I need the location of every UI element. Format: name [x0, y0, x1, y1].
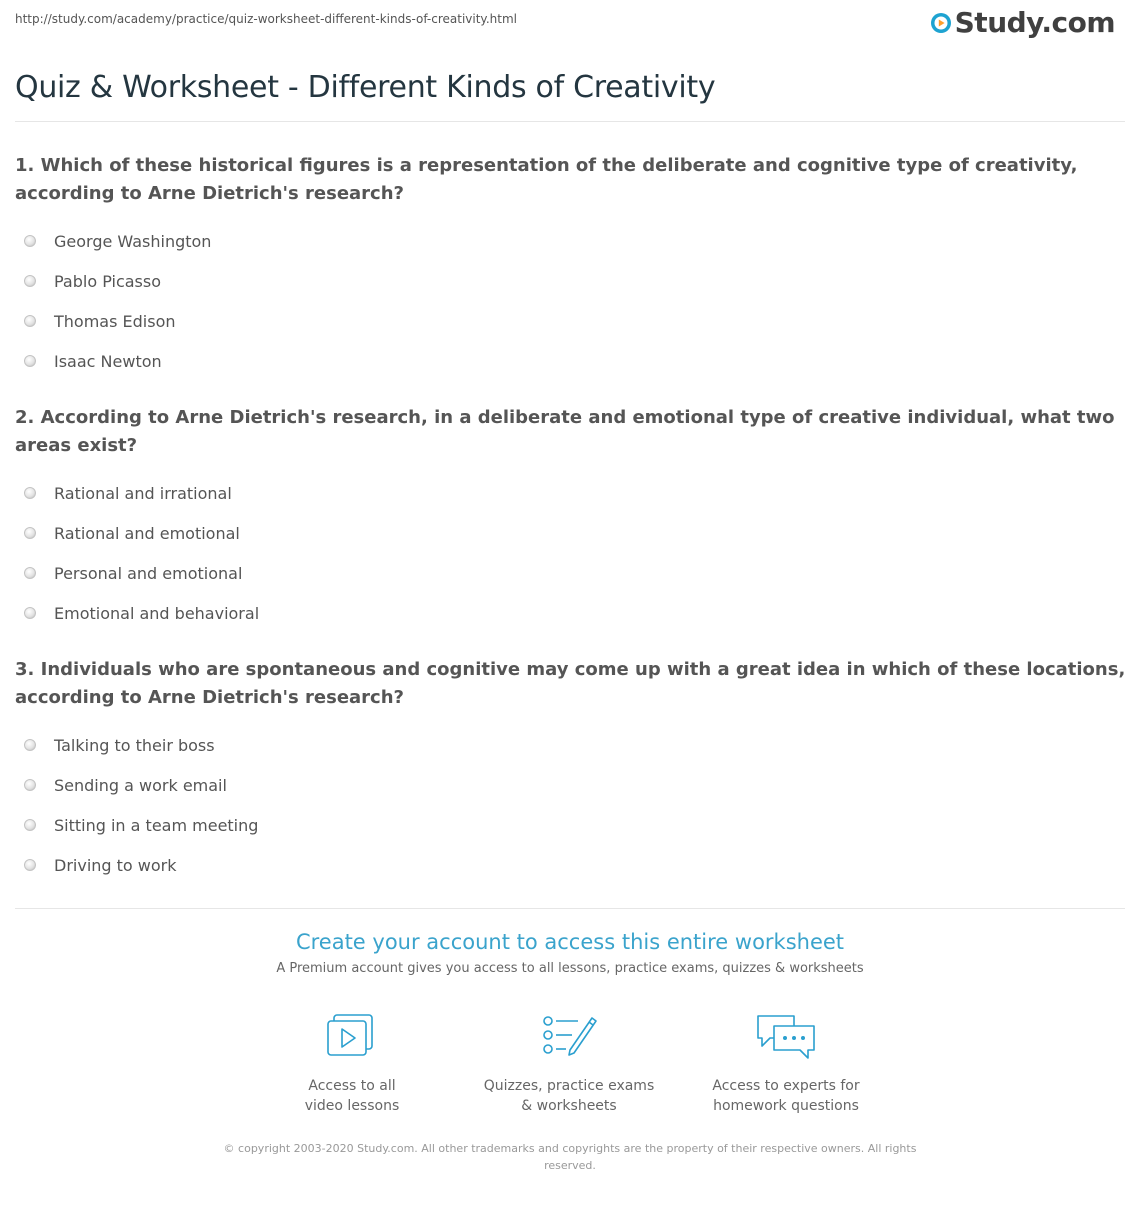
radio-button[interactable]: [24, 819, 36, 831]
feature-label: Access to experts for homework questions: [712, 1078, 860, 1114]
answer-options: [15, 725, 1130, 885]
divider: [15, 121, 1125, 122]
chat-bubbles-icon: [754, 1012, 818, 1062]
radio-button[interactable]: [24, 275, 36, 287]
question-1: [15, 152, 1130, 381]
feature-label: Quizzes, practice exams & worksheets: [483, 1078, 655, 1114]
answer-label: Thomas Edison: [54, 311, 176, 331]
video-play-icon: [324, 1012, 380, 1062]
answer-option[interactable]: [15, 725, 1130, 765]
answer-label: Isaac Newton: [54, 351, 162, 371]
answer-option[interactable]: [15, 341, 1130, 381]
feature-experts: [676, 1012, 896, 1116]
radio-button[interactable]: [24, 315, 36, 327]
answer-option[interactable]: [15, 845, 1130, 885]
answer-label: Driving to work: [54, 855, 177, 875]
answer-option[interactable]: [15, 593, 1130, 633]
radio-button[interactable]: [24, 527, 36, 539]
question-text: 2. According to Arne Dietrich's research, in a deliberate and emotional type of creative individual, what two areas exist?: [15, 407, 1115, 456]
top-bar: [15, 0, 1125, 50]
answer-label: Sending a work email: [54, 775, 227, 795]
page-title: Quiz & Worksheet - Different Kinds of Creativity: [15, 70, 716, 105]
page-url[interactable]: http://study.com/academy/practice/quiz-worksheet-different-kinds-of-creativity.html: [15, 12, 517, 26]
question-3: [15, 656, 1130, 885]
answer-options: [15, 473, 1130, 633]
answer-label: Sitting in a team meeting: [54, 815, 259, 835]
answer-label: Talking to their boss: [54, 735, 215, 755]
answer-label: Emotional and behavioral: [54, 603, 260, 623]
logo-text: Study.com: [954, 6, 1115, 39]
answer-label: Pablo Picasso: [54, 271, 162, 291]
answer-option[interactable]: [15, 805, 1130, 845]
question-2: [15, 404, 1130, 633]
answer-option[interactable]: [15, 221, 1130, 261]
answer-label: George Washington: [54, 231, 212, 251]
answer-option[interactable]: [15, 553, 1130, 593]
answer-option[interactable]: [15, 765, 1130, 805]
divider: [15, 908, 1125, 909]
radio-button[interactable]: [24, 779, 36, 791]
feature-label: Access to all video lessons: [304, 1078, 400, 1114]
answer-label: Rational and irrational: [54, 483, 232, 503]
answer-option[interactable]: [15, 513, 1130, 553]
question-text: 1. Which of these historical figures is a representation of the deliberate and cognitive type of creativity, according to Arne Dietrich's research?: [15, 155, 1078, 204]
study-logo[interactable]: [930, 6, 1115, 39]
create-account-link[interactable]: Create your account to access this entire worksheet: [295, 930, 845, 954]
radio-button[interactable]: [24, 607, 36, 619]
answer-option[interactable]: [15, 261, 1130, 301]
feature-quizzes: [459, 1012, 679, 1116]
answer-label: Rational and emotional: [54, 523, 240, 543]
answer-option[interactable]: [15, 473, 1130, 513]
play-circle-icon: [930, 12, 952, 34]
premium-description: A Premium account gives you access to all lessons, practice exams, quizzes & worksheets: [276, 961, 864, 976]
radio-button[interactable]: [24, 355, 36, 367]
copyright-notice: © copyright 2003-2020 Study.com. All other trademarks and copyrights are the property of their respective owners. All rights reserved.: [223, 1142, 917, 1172]
radio-button[interactable]: [24, 859, 36, 871]
answer-option[interactable]: [15, 301, 1130, 341]
quiz-checklist-icon: [540, 1012, 598, 1062]
radio-button[interactable]: [24, 739, 36, 751]
radio-button[interactable]: [24, 487, 36, 499]
radio-button[interactable]: [24, 567, 36, 579]
answer-options: [15, 221, 1130, 381]
question-text: 3. Individuals who are spontaneous and cognitive may come up with a great idea in which of these locations, according to Arne Dietrich's research?: [15, 659, 1126, 708]
answer-label: Personal and emotional: [54, 563, 243, 583]
feature-video-lessons: [242, 1012, 462, 1116]
radio-button[interactable]: [24, 235, 36, 247]
